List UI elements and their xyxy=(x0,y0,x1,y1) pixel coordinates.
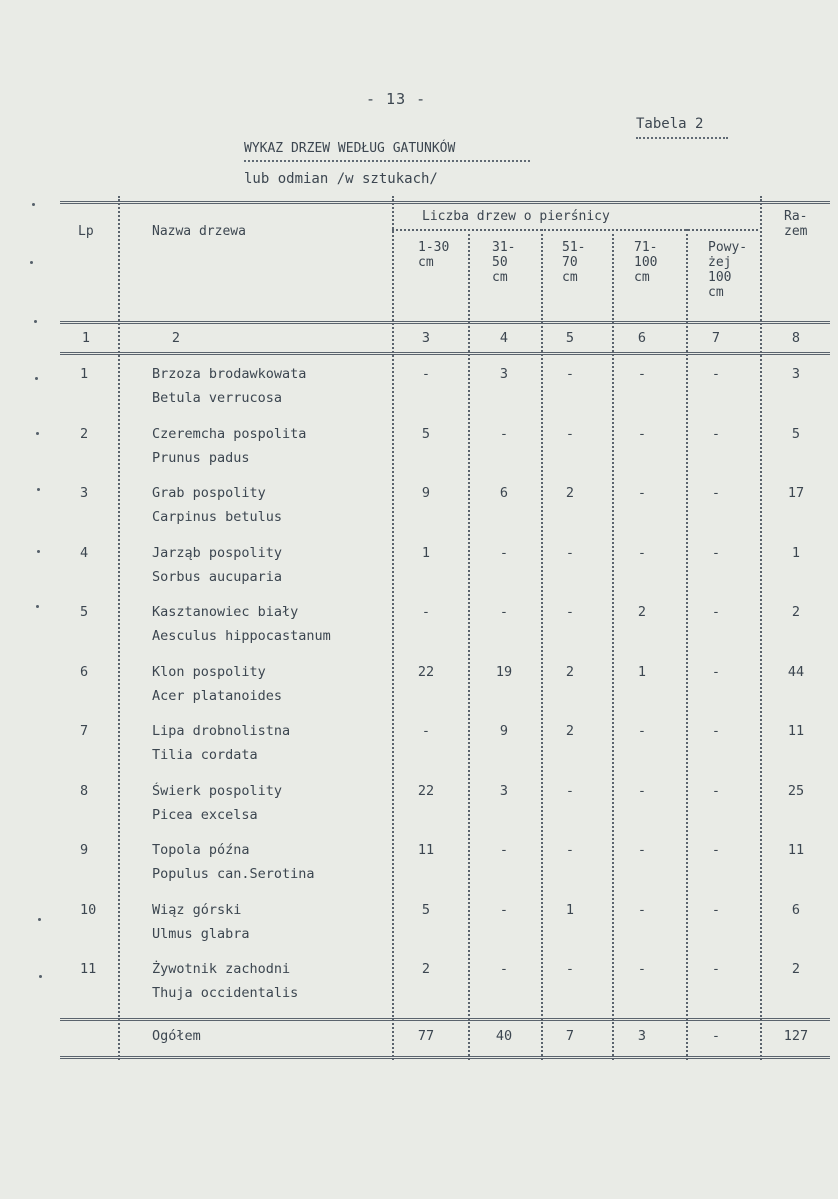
header-total: Ra- zem xyxy=(784,209,808,239)
margin-dot xyxy=(37,488,40,491)
row-count-c3: 2 xyxy=(565,723,575,739)
header-c2: 31- 50 cm xyxy=(492,240,516,285)
row-latin-name: Thuja occidentalis xyxy=(152,985,299,1001)
row-count-c3: 2 xyxy=(565,663,575,680)
row-count-c5: - xyxy=(711,842,721,858)
header-lp: Lp xyxy=(78,224,94,239)
row-count-c3: 2 xyxy=(565,485,575,501)
row-lp: 3 xyxy=(80,485,89,501)
row-latin-name: Tilia cordata xyxy=(152,747,258,763)
row-count-c5: - xyxy=(711,782,721,799)
vertical-rule xyxy=(760,196,762,1060)
row-count-c5: - xyxy=(711,366,721,382)
row-count-c5: - xyxy=(711,961,721,977)
row-total: 2 xyxy=(791,604,801,620)
row-count-c3: - xyxy=(565,366,575,382)
column-number: 7 xyxy=(711,330,721,346)
row-count-c4: - xyxy=(637,723,647,739)
row-count-c2: 6 xyxy=(499,485,509,501)
row-total: 44 xyxy=(787,663,805,680)
row-total: 3 xyxy=(791,366,801,382)
row-count-c3: - xyxy=(565,604,575,620)
row-count-c1: 5 xyxy=(421,901,431,918)
column-number: 3 xyxy=(421,330,431,346)
row-count-c2: - xyxy=(499,604,509,620)
row-total: 25 xyxy=(787,782,805,799)
row-name: Świerk pospolity xyxy=(152,782,283,799)
vertical-rule xyxy=(468,229,470,1060)
row-lp: 6 xyxy=(80,663,89,680)
margin-dot xyxy=(32,203,35,206)
row-count-c2: - xyxy=(499,901,509,918)
row-lp: 7 xyxy=(80,723,89,739)
row-total: 11 xyxy=(787,723,805,739)
row-count-c4: - xyxy=(637,425,647,442)
row-count-c5: - xyxy=(711,663,721,680)
totals-c2: 40 xyxy=(495,1028,513,1044)
row-count-c1: 11 xyxy=(417,842,435,858)
header-group: Liczba drzew o pierśnicy xyxy=(422,209,610,224)
row-count-c4: - xyxy=(637,842,647,858)
row-count-c5: - xyxy=(711,544,721,561)
row-name: Jarząb pospolity xyxy=(152,544,283,561)
row-count-c2: - xyxy=(499,842,509,858)
margin-dot xyxy=(35,377,38,380)
header-c3: 51- 70 cm xyxy=(562,240,586,285)
horizontal-rule xyxy=(60,352,830,355)
row-count-c1: - xyxy=(421,604,431,620)
column-number: 6 xyxy=(637,330,647,346)
row-name: Klon pospolity xyxy=(152,663,266,680)
row-count-c4: 1 xyxy=(637,663,647,680)
row-count-c4: - xyxy=(637,961,647,977)
row-count-c3: - xyxy=(565,782,575,799)
row-lp: 9 xyxy=(80,842,89,858)
header-c1: 1-30 cm xyxy=(418,240,450,270)
row-count-c3: - xyxy=(565,961,575,977)
row-count-c2: - xyxy=(499,425,509,442)
row-total: 6 xyxy=(791,901,801,918)
table-title: WYKAZ DRZEW WEDŁUG GATUNKÓW xyxy=(244,141,456,156)
row-latin-name: Carpinus betulus xyxy=(152,509,283,525)
row-total: 1 xyxy=(791,544,801,561)
row-lp: 11 xyxy=(80,961,97,977)
row-count-c2: 3 xyxy=(499,782,509,799)
horizontal-rule xyxy=(60,201,830,204)
row-total: 2 xyxy=(791,961,801,977)
row-latin-name: Populus can.Serotina xyxy=(152,866,315,882)
row-name: Brzoza brodawkowata xyxy=(152,366,307,382)
row-lp: 4 xyxy=(80,544,89,561)
header-c5: Powy- żej 100 cm xyxy=(708,240,748,300)
table-subtitle: lub odmian /w sztukach/ xyxy=(244,171,438,187)
totals-label: Ogółem xyxy=(152,1028,201,1044)
row-name: Czeremcha pospolita xyxy=(152,425,307,442)
totals-total: 127 xyxy=(783,1028,809,1044)
row-name: Topola późna xyxy=(152,842,250,858)
row-latin-name: Sorbus aucuparia xyxy=(152,568,283,585)
row-name: Kasztanowiec biały xyxy=(152,604,299,620)
row-name: Lipa drobnolistna xyxy=(152,723,291,739)
row-count-c4: - xyxy=(637,485,647,501)
vertical-rule xyxy=(612,229,614,1060)
row-count-c2: 19 xyxy=(495,663,513,680)
row-count-c1: - xyxy=(421,366,431,382)
row-total: 5 xyxy=(791,425,801,442)
row-lp: 5 xyxy=(80,604,89,620)
margin-dot xyxy=(36,605,39,608)
table-label: Tabela 2 xyxy=(636,116,704,132)
totals-c4: 3 xyxy=(637,1028,647,1044)
row-count-c1: 2 xyxy=(421,961,431,977)
row-lp: 8 xyxy=(80,782,89,799)
row-latin-name: Betula verrucosa xyxy=(152,390,283,406)
row-name: Wiąz górski xyxy=(152,901,242,918)
row-lp: 10 xyxy=(80,901,97,918)
header-c4: 71- 100 cm xyxy=(634,240,658,285)
row-count-c1: 5 xyxy=(421,425,431,442)
row-count-c4: - xyxy=(637,901,647,918)
row-count-c4: 2 xyxy=(637,604,647,620)
row-name: Grab pospolity xyxy=(152,485,266,501)
vertical-rule xyxy=(392,196,394,1060)
margin-dot xyxy=(34,320,37,323)
row-count-c5: - xyxy=(711,485,721,501)
vertical-rule xyxy=(118,196,120,1060)
row-count-c3: 1 xyxy=(565,901,575,918)
row-name: Żywotnik zachodni xyxy=(152,961,291,977)
column-number: 5 xyxy=(565,330,575,346)
vertical-rule xyxy=(686,229,688,1060)
row-count-c5: - xyxy=(711,425,721,442)
row-latin-name: Aesculus hippocastanum xyxy=(152,628,331,644)
row-count-c5: - xyxy=(711,901,721,918)
row-latin-name: Picea excelsa xyxy=(152,806,258,823)
row-latin-name: Prunus padus xyxy=(152,449,250,466)
row-latin-name: Acer platanoides xyxy=(152,687,283,704)
row-count-c2: - xyxy=(499,544,509,561)
row-count-c1: 1 xyxy=(421,544,431,561)
row-total: 17 xyxy=(787,485,805,501)
row-count-c1: - xyxy=(421,723,431,739)
margin-dot xyxy=(39,975,42,978)
vertical-rule xyxy=(541,229,543,1060)
row-count-c1: 9 xyxy=(421,485,431,501)
row-total: 11 xyxy=(787,842,805,858)
row-latin-name: Ulmus glabra xyxy=(152,925,250,942)
row-count-c2: - xyxy=(499,961,509,977)
margin-dot xyxy=(38,918,41,921)
row-count-c2: 3 xyxy=(499,366,509,382)
margin-dot xyxy=(30,261,33,264)
horizontal-rule xyxy=(60,1018,830,1021)
totals-c3: 7 xyxy=(565,1028,575,1044)
title-underline xyxy=(244,160,530,162)
column-number: 8 xyxy=(791,330,801,346)
header-name: Nazwa drzewa xyxy=(152,224,246,239)
column-number: 1 xyxy=(81,330,91,346)
row-count-c4: - xyxy=(637,366,647,382)
page-number: - 13 - xyxy=(366,90,427,108)
horizontal-rule xyxy=(60,321,830,324)
horizontal-rule xyxy=(392,229,758,231)
horizontal-rule xyxy=(60,1056,830,1059)
totals-c1: 77 xyxy=(417,1028,435,1044)
row-count-c3: - xyxy=(565,842,575,858)
column-number: 2 xyxy=(171,330,181,346)
row-lp: 2 xyxy=(80,425,89,442)
row-count-c4: - xyxy=(637,782,647,799)
row-count-c5: - xyxy=(711,723,721,739)
row-count-c5: - xyxy=(711,604,721,620)
row-count-c3: - xyxy=(565,425,575,442)
row-lp: 1 xyxy=(80,366,89,382)
margin-dot xyxy=(37,550,40,553)
column-number: 4 xyxy=(499,330,509,346)
row-count-c1: 22 xyxy=(417,663,435,680)
row-count-c1: 22 xyxy=(417,782,435,799)
row-count-c4: - xyxy=(637,544,647,561)
margin-dot xyxy=(36,432,39,435)
totals-c5: - xyxy=(711,1028,721,1044)
table-label-underline xyxy=(636,137,728,139)
row-count-c3: - xyxy=(565,544,575,561)
row-count-c2: 9 xyxy=(499,723,509,739)
